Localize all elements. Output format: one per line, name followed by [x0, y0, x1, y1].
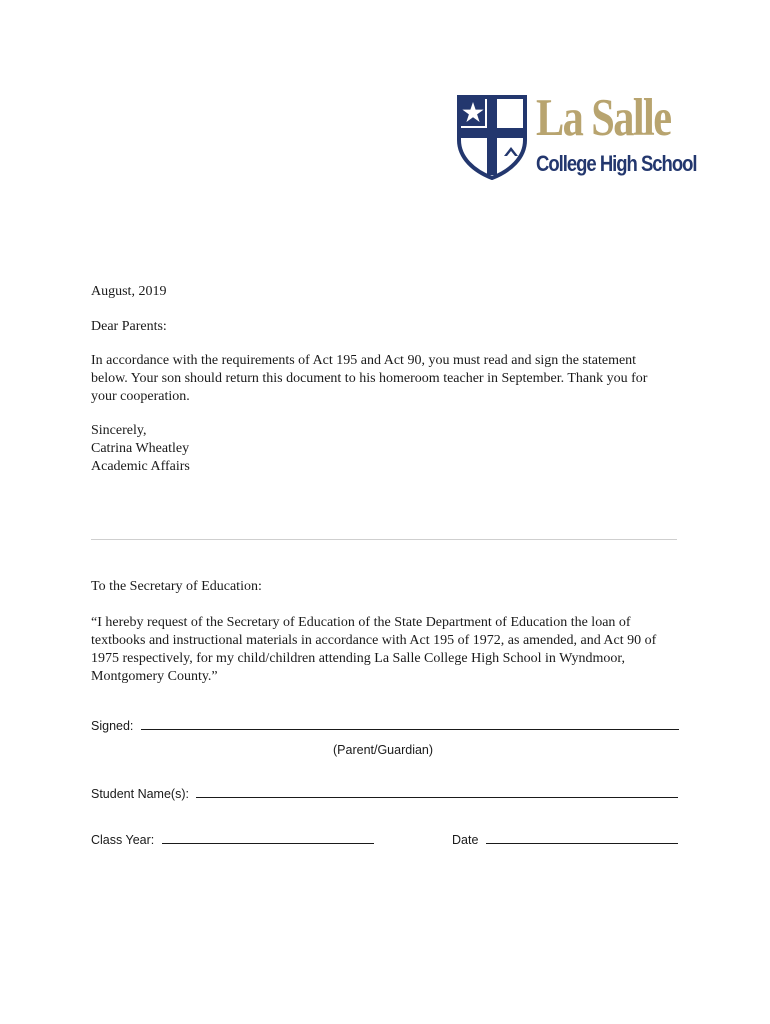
class-year-row — [91, 832, 381, 848]
date-line[interactable] — [486, 832, 678, 844]
date-label: Date — [452, 833, 479, 847]
student-name-row — [91, 786, 681, 802]
signed-line[interactable] — [141, 718, 679, 730]
signed-row — [91, 718, 681, 734]
signed-caption: (Parent/Guardian) — [333, 743, 434, 757]
shield-crest-icon — [456, 94, 528, 180]
date-row — [452, 832, 682, 848]
letter-signature-block — [91, 422, 190, 476]
class-year-label: Class Year: — [91, 833, 155, 847]
request-statement: “I hereby request of the Secretary of Education of the State Department of Education the loan of textbooks and instructional materials in accordance with Act 195 of 1972, as amended, and Act 90 of 1975 respectively, for my child/children attending La Salle College High School in Wyndmoor, Montgomery County.” — [91, 615, 657, 684]
request-addressee: To the Secretary of Education: — [91, 579, 262, 594]
school-logo — [456, 89, 697, 186]
letter-signer-name: Catrina Wheatley — [91, 441, 190, 456]
letter-date: August, 2019 — [91, 284, 167, 299]
letter-closing: Sincerely, — [91, 423, 147, 438]
letter-salutation: Dear Parents: — [91, 319, 167, 334]
letter-body: In accordance with the requirements of Act 195 and Act 90, you must read and sign the statement below. Your son should return this document to his homeroom teacher in September. Thank you for your cooperation. — [91, 353, 648, 404]
signed-label: Signed: — [91, 719, 134, 733]
student-name-label: Student Name(s): — [91, 787, 189, 801]
section-divider — [91, 539, 677, 540]
logo-name-line1: La Salle — [536, 89, 671, 147]
student-name-line[interactable] — [196, 786, 678, 798]
letter-signer-title: Academic Affairs — [91, 459, 190, 474]
class-year-line[interactable] — [162, 832, 374, 844]
logo-name-line2: College High School — [536, 151, 697, 176]
